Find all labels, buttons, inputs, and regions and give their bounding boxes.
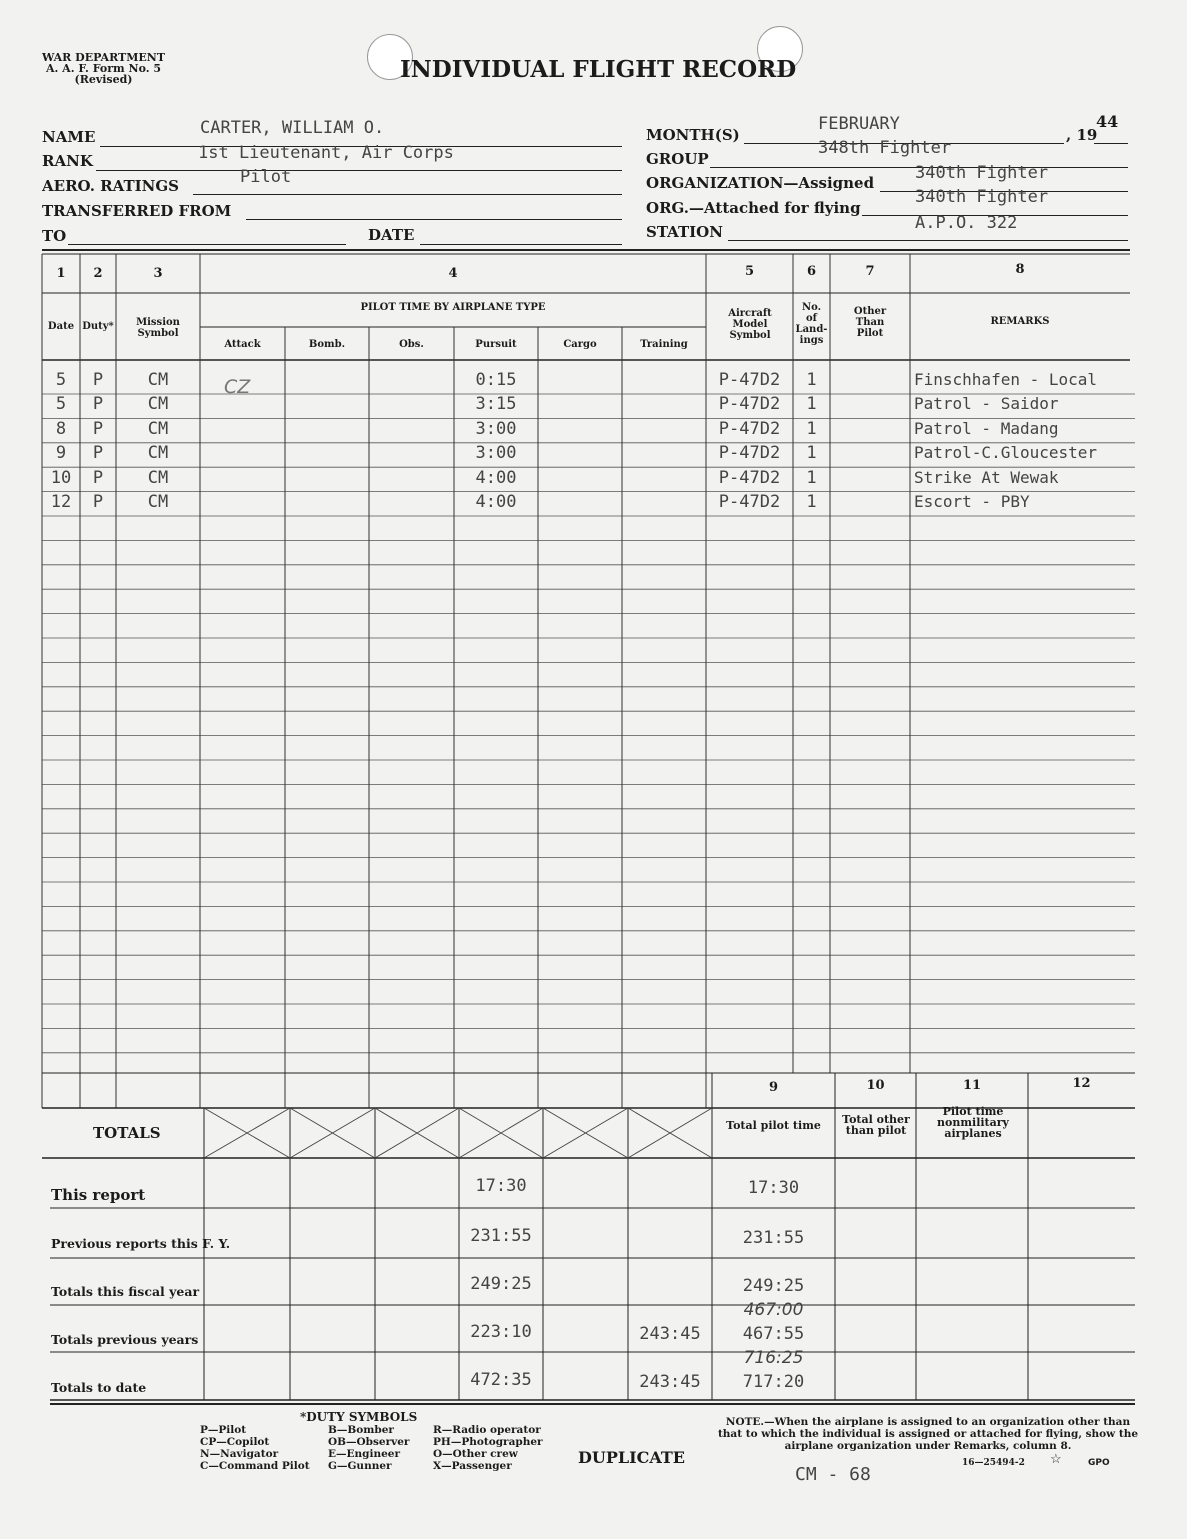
duty-symbol-ph: PH—Photographer [433, 1436, 543, 1448]
station-value: A.P.O. 322 [915, 213, 1018, 233]
duty-symbols-col-3 [433, 1424, 543, 1472]
row-aircraft: P-47D2 [718, 370, 781, 390]
attack-note: CZ [224, 376, 251, 398]
row-date: 10 [50, 467, 72, 488]
row-date: 12 [50, 492, 72, 512]
org-assigned-label: ORGANIZATION—Assigned [646, 174, 875, 192]
col-num-8: 8 [1015, 262, 1025, 277]
group-label: GROUP [646, 150, 709, 168]
aero-ratings-label: AERO. RATINGS [42, 177, 179, 195]
totals-row-label: This report [51, 1186, 146, 1204]
row-landings: 1 [806, 394, 817, 415]
totals-row-handwritten-correction: 467:00 [743, 1300, 804, 1320]
totals-row-label: Previous reports this F. Y. [51, 1236, 231, 1251]
year-value: 44 [1096, 112, 1119, 131]
row-aircraft: P-47D2 [718, 443, 781, 464]
col-duty: Duty* [82, 321, 114, 332]
rank-value: 1st Lieutenant, Air Corps [198, 143, 454, 163]
duty-symbols-col-2 [328, 1424, 409, 1472]
name-label: NAME [42, 128, 96, 146]
row-date: 8 [55, 418, 67, 439]
duty-symbol-n: N—Navigator [200, 1448, 279, 1460]
duty-symbol-ob: OB—Observer [328, 1436, 410, 1448]
totals-row-training: 243:45 [639, 1372, 701, 1392]
form-title: INDIVIDUAL FLIGHT RECORD [400, 56, 797, 83]
row-pursuit-time: 3:00 [475, 443, 517, 464]
row-remarks: Patrol-C.Gloucester [914, 443, 1098, 463]
col-aircraft: Aircraft Model Symbol [728, 308, 772, 341]
duty-symbol-cp: CP—Copilot [200, 1436, 270, 1448]
col-remarks: REMARKS [990, 316, 1050, 327]
row-date: 9 [55, 443, 67, 464]
row-date: 5 [55, 370, 67, 390]
row-mission: CM [147, 492, 169, 512]
row-remarks: Strike At Wewak [914, 467, 1059, 487]
col-num-3: 3 [153, 266, 163, 281]
row-remarks: Finschhafen - Local [914, 370, 1098, 389]
row-mission: CM [147, 467, 169, 488]
row-mission: CM [147, 418, 169, 439]
row-pursuit-time: 0:15 [475, 370, 517, 390]
totals-row-label: Totals this fiscal year [51, 1284, 200, 1299]
duty-symbol-o: O—Other crew [433, 1448, 518, 1460]
row-landings: 1 [806, 467, 817, 488]
col-type-pursuit: Pursuit [475, 339, 517, 350]
duty-symbols-col-1 [200, 1424, 310, 1472]
row-pursuit-time: 4:00 [475, 492, 517, 512]
totals-row-pursuit: 472:35 [470, 1370, 532, 1390]
org-attached-value: 340th Fighter [915, 187, 1049, 207]
totals-row-pursuit: 231:55 [470, 1226, 532, 1246]
totals-col-11: 11 [962, 1078, 982, 1093]
totals-col-12: 12 [1072, 1076, 1091, 1091]
col-num-4: 4 [448, 266, 458, 281]
totals-row-total-pilot-time: 17:30 [747, 1178, 800, 1198]
row-pursuit-time: 4:00 [475, 467, 517, 488]
name-value: CARTER, WILLIAM O. [200, 118, 385, 138]
note-text: NOTE.—When the airplane is assigned to an organization other than that to which the individual is assigned or attached for flying, show the airplane organization under Remarks, column 8. [717, 1416, 1139, 1452]
row-duty: P [92, 443, 104, 464]
col-type-obs: Obs. [399, 339, 424, 350]
duty-symbol-e: E—Engineer [328, 1448, 400, 1460]
duplicate-label: DUPLICATE [578, 1448, 685, 1467]
year-prefix: , 19 [1066, 126, 1098, 144]
row-duty: P [92, 394, 104, 415]
totals-row-label: Totals previous years [51, 1332, 199, 1347]
star-icon: ☆ [1050, 1452, 1062, 1467]
row-date: 5 [55, 394, 67, 415]
row-mission: CM [147, 370, 169, 390]
total-other-label: Total other than pilot [842, 1113, 910, 1137]
totals-row-pursuit: 17:30 [475, 1176, 527, 1196]
row-mission: CM [147, 443, 169, 464]
totals-row-pursuit: 249:25 [470, 1274, 532, 1294]
col-num-2: 2 [93, 266, 103, 281]
row-landings: 1 [806, 370, 817, 390]
date-label: DATE [368, 226, 415, 244]
rank-label: RANK [42, 152, 93, 170]
row-mission: CM [147, 394, 169, 415]
gpo-label: GPO [1088, 1458, 1110, 1468]
nonmilitary-label: Pilot time nonmilitary airplanes [937, 1105, 1009, 1140]
col-num-1: 1 [56, 266, 66, 281]
row-aircraft: P-47D2 [718, 467, 781, 488]
row-duty: P [92, 467, 104, 488]
totals-row-total-pilot-time: 717:20 [742, 1372, 805, 1392]
org-assigned-value: 340th Fighter [915, 163, 1049, 183]
row-pursuit-time: 3:00 [475, 418, 517, 439]
col-pilot-time-header: PILOT TIME BY AIRPLANE TYPE [360, 302, 546, 313]
duty-symbol-p: P—Pilot [200, 1424, 247, 1436]
totals-row-total-pilot-time: 231:55 [742, 1228, 805, 1248]
row-remarks: Escort - PBY [914, 492, 1030, 511]
org-attached-label: ORG.—Attached for flying [646, 199, 861, 217]
col-mission: Mission Symbol [136, 317, 180, 339]
col-type-bomb: Bomb. [308, 339, 346, 350]
totals-row-handwritten-correction: 716:25 [743, 1348, 804, 1368]
form-code: 16—25494-2 [962, 1458, 1025, 1468]
serial-number: CM - 68 [795, 1464, 871, 1485]
row-aircraft: P-47D2 [718, 394, 781, 415]
row-aircraft: P-47D2 [718, 418, 781, 439]
row-aircraft: P-47D2 [718, 492, 781, 512]
col-landings: No. of Land-ings [795, 302, 828, 346]
totals-row-training: 243:45 [639, 1324, 701, 1344]
row-pursuit-time: 3:15 [475, 394, 517, 415]
col-type-cargo: Cargo [563, 339, 597, 350]
aero-ratings-value: Pilot [240, 167, 292, 187]
totals-col-10: 10 [866, 1078, 885, 1093]
duty-symbol-c: C—Command Pilot [200, 1460, 310, 1472]
dept-line-3: (Revised) [74, 73, 133, 86]
col-num-6: 6 [806, 264, 817, 279]
totals-col-9: 9 [768, 1080, 779, 1095]
month-value: FEBRUARY [818, 114, 900, 134]
col-num-5: 5 [744, 264, 755, 279]
totals-heading: TOTALS [93, 1124, 161, 1142]
col-type-training: Training [640, 339, 688, 350]
dept-line-2: A. A. F. Form No. 5 [45, 62, 162, 75]
col-num-7: 7 [865, 264, 875, 279]
dept-line-1: WAR DEPARTMENT [42, 51, 166, 64]
duty-symbol-b: B—Bomber [328, 1424, 394, 1436]
duty-symbol-r: R—Radio operator [433, 1424, 541, 1436]
totals-row-label: Totals to date [51, 1380, 147, 1395]
row-landings: 1 [806, 418, 817, 439]
row-duty: P [92, 492, 104, 512]
col-other-than-pilot: Other Than Pilot [853, 306, 887, 339]
duty-symbol-x: X—Passenger [433, 1460, 512, 1472]
col-date: Date [47, 321, 75, 332]
row-landings: 1 [806, 443, 817, 464]
month-label: MONTH(S) [646, 126, 740, 144]
row-duty: P [92, 418, 104, 439]
duty-symbol-g: G—Gunner [328, 1460, 392, 1472]
duty-symbols-title: *DUTY SYMBOLS [300, 1410, 418, 1424]
totals-row-total-pilot-time: 467:55 [742, 1324, 805, 1344]
row-remarks: Patrol - Madang [914, 418, 1059, 438]
to-label: TO [42, 227, 67, 245]
col-type-attack: Attack [224, 339, 261, 350]
totals-row-total-pilot-time: 249:25 [742, 1276, 805, 1296]
row-duty: P [92, 370, 104, 390]
row-landings: 1 [806, 492, 817, 512]
totals-row-pursuit: 223:10 [470, 1322, 532, 1342]
total-pilot-time-label: Total pilot time [726, 1119, 821, 1132]
row-remarks: Patrol - Saidor [914, 394, 1059, 414]
transferred-from-label: TRANSFERRED FROM [42, 202, 232, 220]
station-label: STATION [646, 223, 723, 241]
group-value: 348th Fighter [818, 138, 952, 158]
